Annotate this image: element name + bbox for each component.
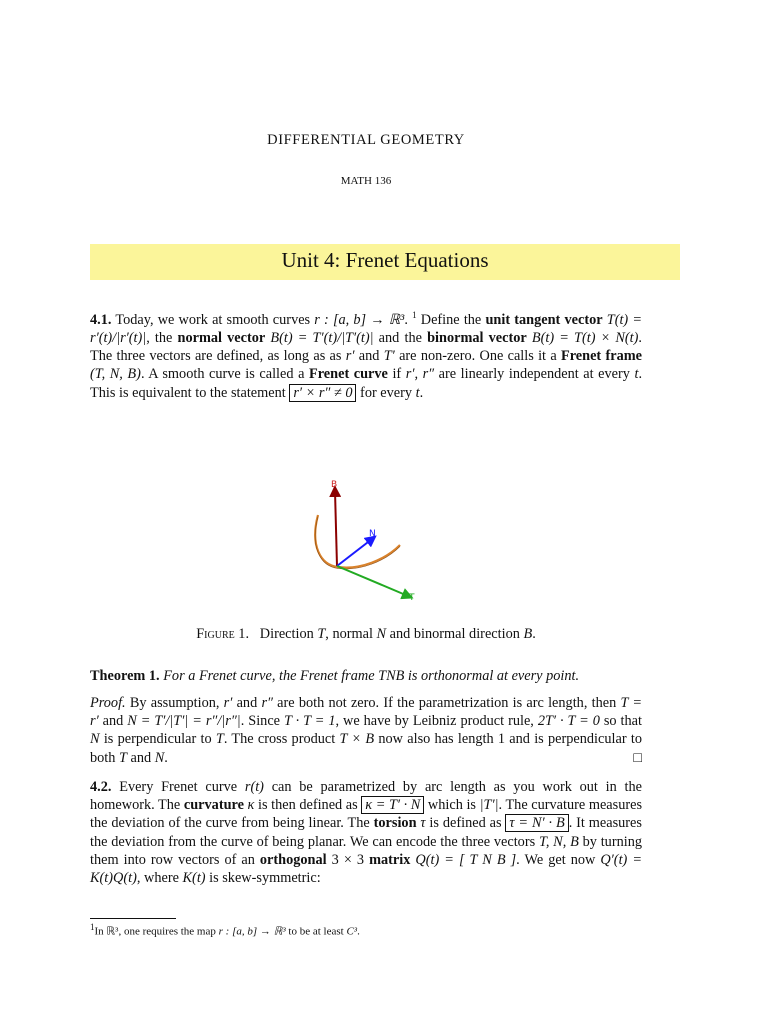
curve: [315, 515, 400, 568]
boxed-formula: κ = T′ · N: [361, 796, 424, 814]
math: N: [154, 749, 165, 766]
text: , one requires the map: [118, 925, 219, 938]
text: Define the: [416, 311, 486, 328]
math: r″: [261, 695, 273, 711]
text: . The three vectors are defined, as long as as: [90, 329, 642, 365]
label-t: T: [409, 593, 415, 603]
course-title: DIFFERENTIAL GEOMETRY: [267, 132, 465, 148]
text: are linearly independent at every: [434, 366, 635, 383]
text: and: [354, 348, 384, 365]
text: is skew-symmetric:: [205, 870, 321, 887]
math: r : [a, b] → ℝ³: [314, 311, 405, 328]
text: . We get now: [516, 851, 601, 868]
text: if: [387, 366, 406, 383]
text: . It measures the deviation from the curve of being planar. We can encode the three vectors: [90, 815, 642, 850]
text: Every Frenet curve: [111, 779, 245, 795]
text: so that: [599, 713, 642, 730]
term-frenet-curve: Frenet curve: [308, 366, 388, 383]
section-number: 4.1.: [90, 311, 112, 328]
math: Q′(t) = K(t)Q(t): [90, 851, 642, 887]
footnote-rule: [90, 918, 176, 919]
unit-title: Unit 4: Frenet Equations: [281, 248, 489, 272]
text: In: [94, 925, 107, 938]
label-n: N: [369, 529, 376, 539]
math: Q(t) = [ T N B ]: [410, 851, 517, 868]
text: . The cross product: [223, 731, 340, 748]
normal-vector-arrow: [337, 539, 372, 566]
text: for every: [356, 384, 416, 401]
text: and binormal direction: [386, 626, 524, 642]
qed-symbol: □: [633, 749, 642, 766]
math: r′: [345, 348, 355, 365]
text: .: [164, 749, 168, 766]
math: κ: [243, 797, 255, 814]
text: , the: [146, 329, 178, 346]
math: T × B: [339, 731, 375, 748]
text: now also has length 1 and is perpendicular to both: [90, 731, 642, 766]
math: t: [415, 384, 420, 401]
section-number: 4.2.: [90, 779, 112, 795]
math: T · T = 1: [283, 713, 336, 730]
term-frenet-frame: Frenet frame: [560, 348, 642, 365]
text: .: [404, 311, 413, 328]
math: T, N, B: [538, 833, 579, 850]
text: Today, we work at smooth curves: [115, 311, 315, 328]
text: which is: [424, 797, 480, 814]
math: r′, r″: [405, 366, 435, 383]
label-b: B: [331, 480, 338, 490]
term-matrix: matrix: [369, 851, 411, 868]
text: .: [532, 626, 536, 642]
math: T = r′: [90, 695, 642, 730]
frenet-frame-figure: [290, 475, 440, 610]
text: .: [419, 384, 424, 401]
text: are non-zero. One calls it a: [394, 348, 561, 365]
theorem-1: [90, 667, 642, 685]
text: , normal: [325, 626, 377, 642]
math: (T, N, B): [90, 366, 141, 383]
math: C³: [346, 925, 358, 938]
term-normal-vector: normal vector: [177, 329, 266, 346]
math: t: [634, 366, 639, 383]
math: N: [376, 626, 387, 642]
curve-shadow: [315, 516, 400, 569]
text: are both not zero. If the parametrization is arc length, then: [272, 695, 621, 711]
term-curvature: curvature: [183, 797, 244, 814]
text: is perpendicular to: [99, 731, 216, 748]
math: ℝ³: [106, 925, 119, 938]
math: r(t): [244, 779, 264, 795]
proof-label: Proof.: [90, 695, 126, 711]
math: τ: [416, 815, 426, 832]
math: T(t) = r′(t)/|r′(t)|: [90, 311, 642, 346]
math: T: [119, 749, 127, 766]
text: 3 × 3: [326, 851, 370, 868]
text: and: [126, 749, 155, 766]
text: and: [232, 695, 262, 711]
section-4-1: [90, 306, 642, 402]
footnote: [90, 922, 360, 938]
footnote-ref[interactable]: 1: [412, 310, 417, 320]
boxed-formula: r′ × r″ ≠ 0: [289, 384, 356, 402]
text: , where: [136, 870, 183, 887]
math: r′: [223, 695, 233, 711]
term-torsion: torsion: [373, 815, 417, 832]
text: . This is equivalent to the statement: [90, 366, 643, 401]
text: , we have by Leibniz product rule,: [335, 713, 538, 730]
term-binormal-vector: binormal vector: [427, 329, 527, 346]
math: T: [317, 626, 326, 642]
course-code: MATH 136: [340, 175, 392, 187]
text: to be at least: [285, 925, 347, 938]
text: is defined as: [425, 815, 506, 832]
text: . The curvature measures the deviation of the curve from being linear. The: [90, 797, 643, 832]
math: N: [90, 731, 100, 748]
text: . A smooth curve is called a: [140, 366, 309, 383]
text: .: [357, 925, 360, 938]
text: By assumption,: [125, 695, 224, 711]
math: r : [a, b] → ℝ³: [218, 925, 286, 938]
theorem-statement: For a Frenet curve, the Frenet frame TNB is orthonormal at every point.: [163, 668, 580, 684]
footnote-mark: 1: [90, 922, 95, 932]
math: B: [523, 626, 533, 642]
math: T′: [383, 348, 395, 365]
caption-label: Figure 1.: [196, 626, 250, 642]
term-unit-tangent-vector: unit tangent vector: [485, 311, 603, 328]
term-orthogonal: orthogonal: [259, 851, 327, 868]
math: B(t) = T′(t)/|T′(t)|: [265, 329, 374, 346]
proof: [90, 694, 642, 767]
binormal-vector-arrow: [335, 491, 337, 566]
tangent-vector-arrow: [337, 566, 408, 596]
section-4-2: [90, 778, 642, 887]
math: 2T′ · T = 0: [537, 713, 600, 730]
text: by turning them into row vectors of an: [90, 833, 642, 868]
text: and the: [373, 329, 428, 346]
text: can be parametrized by arc length as you work out in the homework. The: [90, 779, 642, 814]
math: T: [215, 731, 224, 748]
boxed-formula: τ = N′ · B: [505, 814, 568, 832]
text: is then defined as: [254, 797, 362, 814]
math: K(t): [182, 870, 206, 887]
figure-caption: [0, 626, 732, 643]
math: N = T′/|T′| = r″/|r″|: [127, 713, 241, 730]
text: . Since: [240, 713, 284, 730]
math: B(t) = T(t) × N(t): [526, 329, 639, 346]
math: |T′|: [479, 797, 499, 814]
theorem-label: Theorem 1.: [90, 668, 160, 684]
text: and: [98, 713, 128, 730]
text: Direction: [259, 626, 318, 642]
